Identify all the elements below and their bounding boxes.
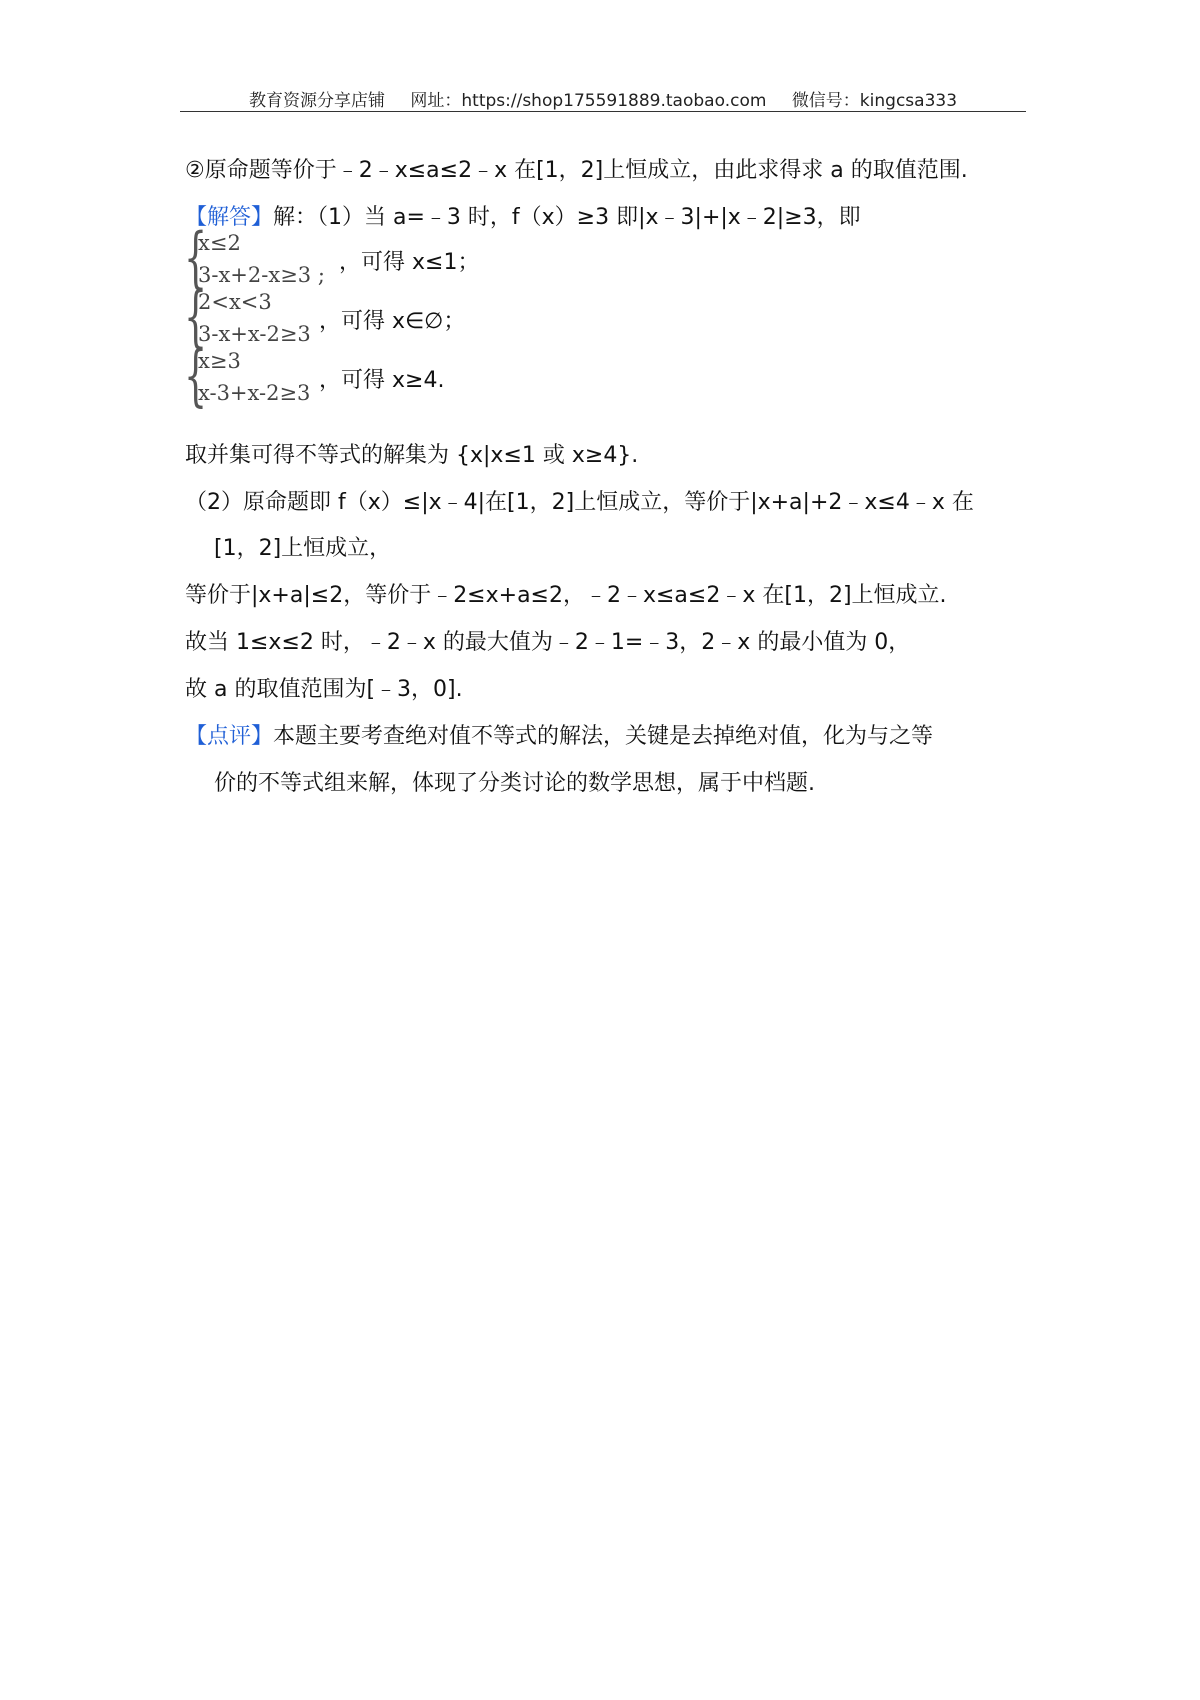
shop-name: 教育资源分享店铺 xyxy=(248,91,385,111)
system-row-1: x≤2 xyxy=(198,231,241,255)
answer-line-1 xyxy=(185,203,861,233)
system-row-1: 2<x<3 xyxy=(198,290,272,314)
part2-line-1: （2）原命题即 f（x）≤|x﹣4|在[1，2]上恒成立，等价于|x+a|+2﹣x≤4﹣x 在 xyxy=(185,490,974,515)
part2-line-3: 等价于|x+a|≤2，等价于﹣2≤x+a≤2，﹣2﹣x≤a≤2﹣x 在[1，2]上恒成立. xyxy=(185,583,947,608)
answer-tag: 【解答】 xyxy=(185,205,274,230)
part2-line-5: 故 a 的取值范围为[﹣3，0]. xyxy=(185,677,463,702)
answer-text: 解：（1）当 a=﹣3 时，f（x）≥3 即|x﹣3|+|x﹣2|≥3，即 xyxy=(273,205,861,230)
brace-icon: { xyxy=(184,278,208,355)
system-row-2: x-3+x-2≥3 xyxy=(198,381,311,405)
brace-icon: { xyxy=(184,337,208,414)
header-divider xyxy=(180,111,1026,112)
part2-line-2: [1，2]上恒成立， xyxy=(214,536,392,561)
system-result: ，可得 x≤1； xyxy=(339,250,480,275)
system-row-1: x≥3 xyxy=(198,349,241,373)
system-result: ，可得 x≥4. xyxy=(319,368,445,393)
brace-icon: { xyxy=(184,219,208,296)
system-result: ，可得 x∈∅； xyxy=(319,309,466,334)
part2-line-4: 故当 1≤x≤2 时，﹣2﹣x 的最大值为﹣2﹣1=﹣3，2﹣x 的最小值为 0， xyxy=(185,630,911,655)
wechat-id: 微信号：kingcsa333 xyxy=(791,91,958,111)
review-line-1 xyxy=(185,722,933,752)
system-row-2: 3-x+2-x≥3 ; xyxy=(198,263,325,287)
review-text: 本题主要考查绝对值不等式的解法，关键是去掉绝对值，化为与之等 xyxy=(273,724,934,749)
shop-url: 网址：https://shop175591889.taobao.com xyxy=(410,91,767,111)
page-header xyxy=(180,86,1026,111)
review-line-2: 价的不等式组来解，体现了分类讨论的数学思想，属于中档题. xyxy=(214,771,815,796)
analysis-line-2: ②原命题等价于﹣2﹣x≤a≤2﹣x 在[1，2]上恒成立，由此求得求 a 的取值范围. xyxy=(185,158,968,183)
review-tag: 【点评】 xyxy=(185,724,274,749)
solution-set-line: 取并集可得不等式的解集为 {x|x≤1 或 x≥4}. xyxy=(185,443,639,468)
system-row-2: 3-x+x-2≥3 xyxy=(198,322,311,346)
